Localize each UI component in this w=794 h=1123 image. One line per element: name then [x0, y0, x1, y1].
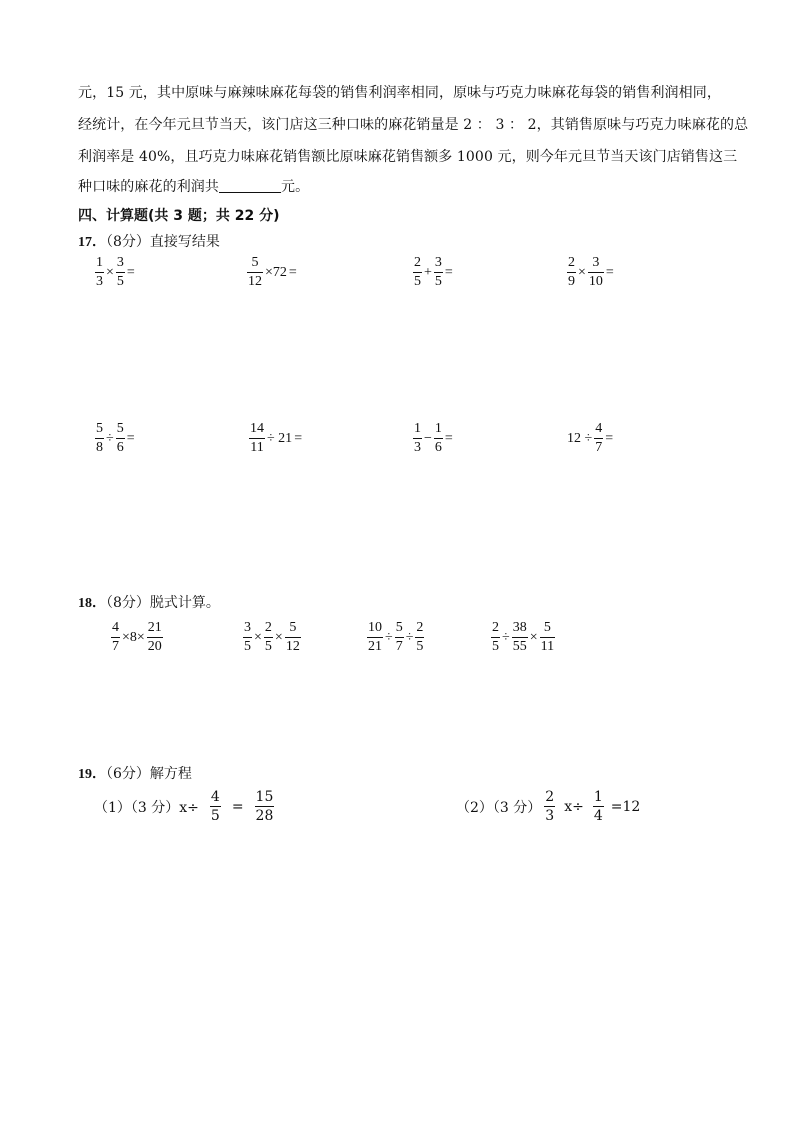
- fraction: $\frac{5}{12}$: [285, 620, 300, 654]
- fraction: $\frac{2}{5}$: [414, 255, 421, 289]
- q18-title: [78, 592, 220, 612]
- fraction: $\frac{3}{10}$: [588, 255, 603, 289]
- q19-title: [78, 763, 192, 783]
- intro-line-4-tail: 元。: [281, 179, 310, 195]
- fraction: $\frac{4}{7}$: [112, 620, 119, 654]
- fraction: $\frac{3}{5}$: [116, 255, 124, 289]
- q19-part-2: （2）（3 分） $\frac{2}{3}$ x÷ $\frac{1}{4}$ =12: [456, 789, 641, 824]
- q19-part-1: （1）（3 分）x÷ $\frac{4}{5}$ = $\frac{15}{28}$: [94, 789, 274, 824]
- answer-blank[interactable]: [219, 180, 281, 193]
- fraction: $\frac{1}{3}$: [96, 255, 103, 289]
- fraction: $\frac{5}{6}$: [116, 421, 124, 455]
- fraction: $\frac{15}{28}$: [255, 789, 274, 824]
- q18-expr-4: $\frac{2}{5}$ ÷ $\frac{38}{55}$ × $\frac{5}{11}$: [492, 620, 555, 654]
- q19-number: 19．: [78, 767, 106, 782]
- fraction: $\frac{4}{5}$: [210, 789, 220, 824]
- q17-expr-5: $\frac{5}{8}$ ÷ $\frac{5}{6}$ =: [96, 421, 135, 455]
- fraction: $\frac{21}{20}$: [147, 620, 162, 654]
- q17-number: 17．: [78, 235, 106, 250]
- fraction: $\frac{2}{5}$: [492, 620, 499, 654]
- fraction: $\frac{5}{11}$: [540, 620, 555, 654]
- q17-points: （8分）: [106, 234, 150, 250]
- fraction: $\frac{5}{8}$: [96, 421, 103, 455]
- fraction: $\frac{5}{12}$: [248, 255, 262, 289]
- q19-part-1-label: （1）（3 分）x÷: [94, 799, 199, 816]
- q17-expr-4: $\frac{2}{9}$ × $\frac{3}{10}$ =: [568, 255, 614, 289]
- q18-instruction: 脱式计算。: [149, 595, 220, 611]
- intro-line-2: 经统计，在今年元旦节当天，该门店这三种口味的麻花销量是 2 ： 3 ： 2，其销售原味与巧克力味麻花的总: [78, 117, 749, 133]
- fraction: $\frac{10}{21}$: [368, 620, 382, 654]
- fraction: $\frac{2}{3}$: [545, 789, 555, 824]
- fraction: $\frac{2}{5}$: [416, 620, 424, 654]
- fraction: $\frac{1}{3}$: [414, 421, 421, 455]
- q18-expr-2: $\frac{3}{5}$ × $\frac{2}{5}$ × $\frac{5}{12}$: [244, 620, 300, 654]
- q19-points: （6分）: [106, 766, 150, 782]
- intro-line-4-text: 种口味的麻花的利润共: [78, 179, 219, 195]
- q18-expr-1: $\frac{4}{7}$ ×8× $\frac{21}{20}$: [112, 620, 162, 654]
- q17-expr-1: $\frac{1}{3}$ × $\frac{3}{5}$ =: [96, 255, 135, 289]
- q17-title: [78, 231, 220, 251]
- q17-expr-6: $\frac{14}{11}$ ÷ 21 =: [250, 421, 303, 455]
- section-heading: 四、计算题(共 3 题；共 22 分): [78, 208, 280, 224]
- q17-expr-3: $\frac{2}{5}$ + $\frac{3}{5}$ =: [414, 255, 453, 289]
- q17-expr-7: $\frac{1}{3}$ − $\frac{1}{6}$ =: [414, 421, 453, 455]
- intro-line-1: 元，15 元，其中原味与麻辣味麻花每袋的销售利润率相同，原味与巧克力味麻花每袋的销售利润相同，: [78, 85, 721, 101]
- intro-line-4: [78, 176, 309, 196]
- q17-instruction: 直接写结果: [149, 234, 220, 250]
- fraction: $\frac{5}{7}$: [395, 620, 403, 654]
- q18-expr-3: $\frac{10}{21}$ ÷ $\frac{5}{7}$ ÷ $\frac{2}{5}$: [368, 620, 424, 654]
- fraction: $\frac{2}{5}$: [264, 620, 272, 654]
- fraction: $\frac{38}{55}$: [512, 620, 527, 654]
- fraction: $\frac{1}{4}$: [593, 789, 603, 824]
- q19-part-2-label: （2）（3 分）: [456, 799, 542, 816]
- q18-number: 18．: [78, 596, 106, 611]
- q18-points: （8分）: [106, 595, 150, 611]
- fraction: $\frac{3}{5}$: [244, 620, 251, 654]
- q19-instruction: 解方程: [149, 766, 192, 782]
- fraction: $\frac{14}{11}$: [250, 421, 264, 455]
- q17-expr-8: 12 ÷ $\frac{4}{7}$ =: [567, 421, 614, 455]
- fraction: $\frac{3}{5}$: [434, 255, 442, 289]
- fraction: $\frac{2}{9}$: [568, 255, 575, 289]
- fraction: $\frac{1}{6}$: [434, 421, 442, 455]
- fraction: $\frac{4}{7}$: [595, 421, 603, 455]
- intro-line-3: 利润率是 40%，且巧克力味麻花销售额比原味麻花销售额多 1000 元，则今年元旦节当天该门店销售这三: [78, 149, 738, 165]
- q17-expr-2: $\frac{5}{12}$ ×72 =: [248, 255, 297, 289]
